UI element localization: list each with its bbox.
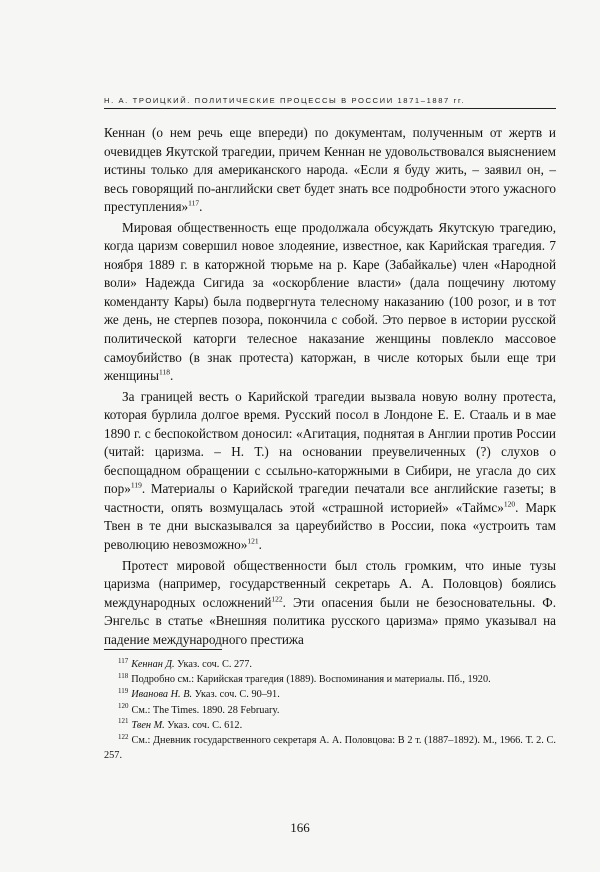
footnote-117: $^{117}$ Кеннан Д. Указ. соч. С. 277. [118,656,252,670]
footnotes [104,657,556,763]
running-head: Н. А. ТРОИЦКИЙ. ПОЛИТИЧЕСКИЕ ПРОЦЕССЫ В РОССИИ 1871–1887 гг. [104,96,556,109]
footnote-121: $^{121}$ Твен М. Указ. соч. С. 612. [118,717,243,731]
footnote-ref-117[interactable]: 117 [188,198,200,208]
footnote-ref-119[interactable]: 119 [130,481,142,490]
paragraph-2: Мировая общественность еще продолжала обсуждать Якутскую трагедию, когда царизм совершил новое злодеяние, известное, как Карийская трагедия. 7 ноября 1889 г. в каторжной тюрьме на р. Каре (Забайкалье) член «Народной воли» Надежда Сигида за «оскорбление власти» (дала пощечину лютому коменданту Кары) была подвергнута телесному наказанию (100 розог, и в тот же день, не стерпев позора, покончила с собой. Это первое в истории русской политической каторги телесное наказание женщины повлекло массовое самоубийство (в знак протеста) каторжан, в числе которых были еще три женщины$^{118}$. [104,219,556,384]
footnote-ref-120[interactable]: 120 [503,499,516,509]
paragraph-4: Протест мировой общественности был столь громким, что иные тузы царизма (например, государственный секретарь А. А. Половцов) боялись международных осложнений$^{122}$. Эти опасения были не безосновательны. Ф. Энгельс в статье «Внешняя политика русского царизма» прямо указывал на падение международного престижа [104,557,557,647]
main-text [104,124,556,649]
footnote-ref-118[interactable]: 118 [158,367,170,377]
footnote-120: $^{120}$ См.: The Times. 1890. 28 February. [118,702,280,716]
paragraph-3: За границей весть о Карийской трагедии вызвала новую волну протеста, которая бурлила долгое время. Русский посол в Лондоне Е. Е. Стааль и в мае 1890 г. с беспокойством доносил: «Агитация, поднятая в Англии против России (читай: царизма. – Н. Т.) на основании преувеличенных (?) слухов о беспощадном обращении с ссыльно-каторжными в Сибири, не угасла до сих пор»$^{119}$. Материалы о Карийской трагедии печатали все английские газеты; в частности, опять возмущалась этой «страшной историей» «Таймс»$^{120}$. Марк Твен в те дни высказывался за цареубийство в России, пока «устроить там революцию невозможно»$^{121}$. [104,388,556,553]
footnote-separator [104,649,222,650]
footnote-ref-121[interactable]: 121 [247,536,259,546]
footnote-122: $^{122}$ См.: Дневник государственного секретаря А. А. Половцова: В 2 т. (1887–1892). М., 1966. Т. 2. С. 257. [104,732,556,762]
footnote-118: $^{118}$ Подробно см.: Карийская трагедия (1889). Воспоминания и материалы. Пб., 1920. [118,671,491,686]
paragraph-1: Кеннан (о нем речь еще впереди) по документам, полученным от жертв и очевидцев Якутской трагедии, причем Кеннан не удовольствовался выяснением истины только для американского народа. «Если я буду жить, – заявил он, – весь говорящий по-английски свет будет знать все подробности этого ужасного преступления»$^{117}$. [104,125,556,215]
footnote-ref-122[interactable]: 122 [271,594,283,604]
page-number: 166 [290,820,310,835]
footnote-119: $^{119}$ Иванова Н. В. Указ. соч. С. 90–91. [118,686,280,701]
